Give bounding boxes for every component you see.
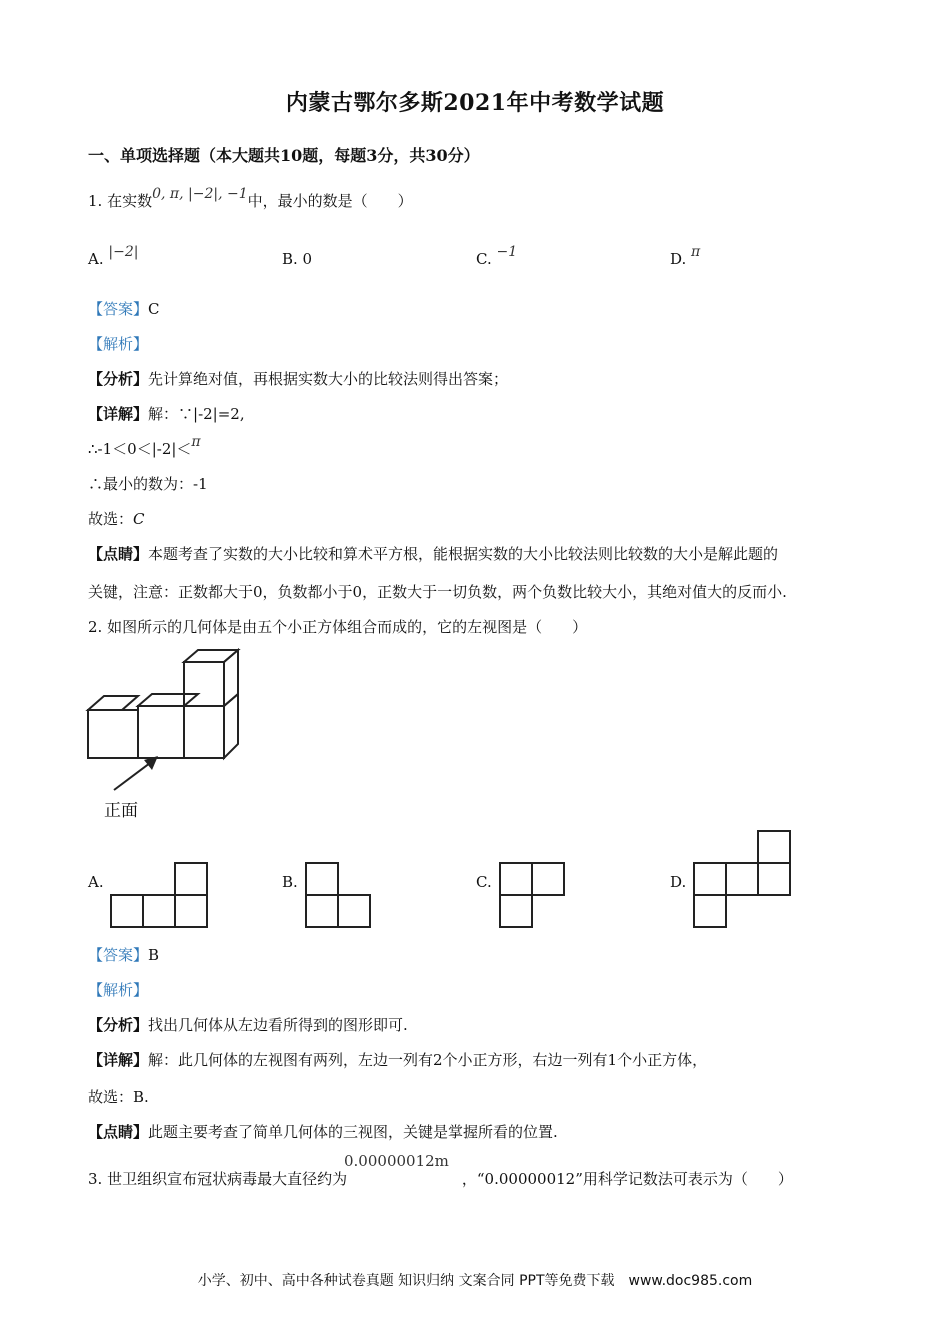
q2-analysis-tag: 【解析】 [88, 981, 149, 999]
q1-option-b: B. 0 [282, 250, 313, 268]
q2-choose: 故选：B. [88, 1088, 149, 1106]
q1-choose: 故选：C [88, 510, 145, 528]
q2-answer: 【答案】B [88, 946, 160, 964]
q1-option-d: D. π [670, 244, 701, 268]
q2-option-a-figure [110, 862, 210, 928]
q1-fenxi: 【分析】先计算绝对值，再根据实数大小的比较法则得出答案； [88, 370, 509, 388]
q1-prefix: 1. 在实数 [88, 192, 153, 210]
solid-figure [84, 648, 244, 820]
q2-xiangjie: 【详解】解：此几何体的左视图有两列，左边一列有2个小正方形，右边一列有1个小正方体， [88, 1051, 708, 1069]
q1-math: 0, π, |−2|, −1 [152, 186, 248, 202]
front-label: 正面 [104, 801, 138, 821]
q1-step3: ∴最小的数为：-1 [88, 475, 208, 493]
q1-option-a: A. |−2| [88, 244, 139, 268]
q2-option-b-label: B. [282, 873, 298, 891]
q2-option-d-label: D. [670, 873, 687, 891]
q1-analysis-tag: 【解析】 [88, 335, 149, 353]
q2-dianjing: 【点睛】此题主要考查了简单几何体的三视图，关键是掌握所看的位置. [88, 1123, 558, 1141]
q1-xiangjie: 【详解】解：∵|-2|=2, [88, 405, 245, 423]
q3-stem: 3. 世卫组织宣布冠状病毒最大直径约为 0.00000012m ，“0.00000012”用科学记数法可表示为（ ） [88, 1152, 793, 1188]
q1-answer: 【答案】C [88, 300, 160, 318]
q1-dianjing: 【点睛】本题考查了实数的大小比较和算术平方根，能根据实数的大小比较法则比较数的大小是解此题的 [88, 545, 779, 563]
q2-option-d-figure [693, 830, 793, 928]
q2-fenxi: 【分析】找出几何体从左边看所得到的图形即可. [88, 1016, 408, 1034]
q2-option-b-figure [305, 862, 373, 928]
q1-step2: ∴-1＜0＜|-2|＜π [88, 434, 201, 458]
q1-dianjing-cont: 关键，注意：正数都大于0，负数都小于0，正数大于一切负数，两个负数比较大小，其绝对值大的反而小. [88, 583, 787, 601]
q2-stem: 2. 如图所示的几何体是由五个小正方体组合而成的，它的左视图是（ ） [88, 618, 588, 636]
q3-math: 0.00000012m [344, 1152, 449, 1170]
q1-suffix: 中，最小的数是（ ） [247, 192, 413, 210]
footer-text: 小学、初中、高中各种试卷真题 知识归纳 文案合同 PPT等免费下载 www.doc985.com [197, 1273, 753, 1289]
page-title: 内蒙古鄂尔多斯2021年中考数学试题 [285, 90, 665, 116]
q1-option-c: C. −1 [476, 244, 518, 268]
q2-option-c-figure [499, 862, 567, 928]
q2-option-c-label: C. [476, 873, 492, 891]
section-heading: 一、单项选择题（本大题共10题，每题3分，共30分） [88, 146, 480, 165]
q1-stem [88, 186, 413, 211]
q2-option-a-label: A. [88, 873, 104, 891]
